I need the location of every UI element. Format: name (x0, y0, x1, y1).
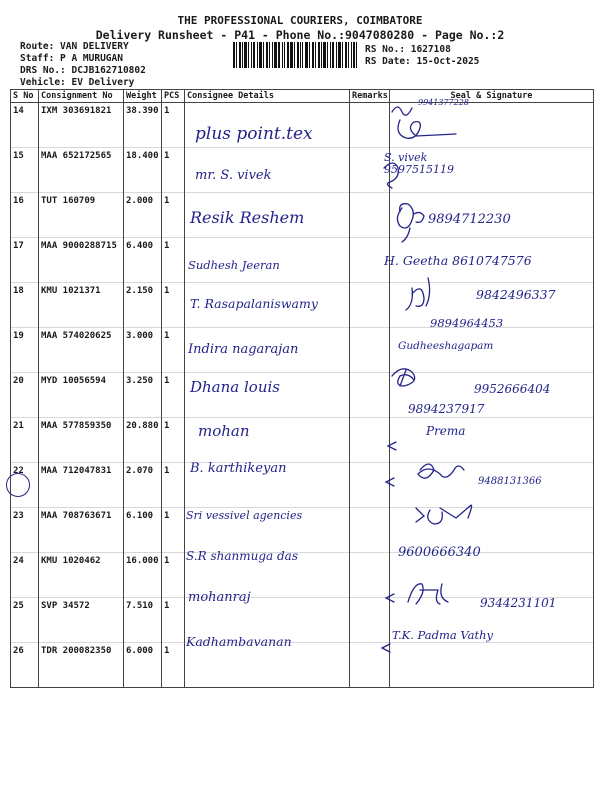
row-sno: 26 (11, 643, 39, 688)
row-consignment: MAA 652172565 (39, 148, 124, 193)
handwritten-phone: 9952666404 (474, 382, 551, 396)
row-sno: 17 (11, 238, 39, 283)
row-weight: 20.880 (124, 418, 162, 463)
row-consignment: KMU 1021371 (39, 283, 124, 328)
row-pcs: 1 (162, 238, 185, 283)
handwritten-phone: 9600666340 (398, 545, 481, 560)
rs-date: RS Date: 15-Oct-2025 (365, 56, 480, 67)
row-consignment: MAA 9000288715 (39, 238, 124, 283)
row-pcs: 1 (162, 373, 185, 418)
signature-26 (382, 644, 390, 652)
handwritten-consignee: mr. S. vivek (195, 168, 272, 183)
handwritten-consignee: mohan (198, 422, 250, 440)
row-consignment: MAA 577859350 (39, 418, 124, 463)
signature-14 (392, 107, 456, 138)
handwritten-signature: Prema (426, 424, 466, 438)
col-sno: S No (11, 90, 39, 103)
col-remarks: Remarks (350, 90, 390, 103)
staff-label: Staff: P A MURUGAN (20, 53, 123, 64)
row-pcs: 1 (162, 598, 185, 643)
signature-25 (386, 584, 448, 604)
col-seal: Seal & Signature (390, 90, 594, 103)
handwritten-consignee: Sri vessivel agencies (186, 509, 303, 522)
handwritten-phone: 9894712230 (428, 212, 511, 227)
row-consignment: TUT 160709 (39, 193, 124, 238)
signature-21 (388, 442, 396, 450)
meta-right (365, 44, 479, 68)
signature-23 (416, 505, 472, 524)
row-pcs: 1 (162, 193, 185, 238)
handwritten-consignee: Resik Reshem (190, 208, 305, 227)
row-pcs: 1 (162, 328, 185, 373)
row-consignment: MAA 712047831 (39, 463, 124, 508)
row-sno: 24 (11, 553, 39, 598)
circle-mark-annotation (6, 473, 30, 497)
row-consignment: IXM 303691821 (39, 103, 124, 148)
row-weight: 18.400 (124, 148, 162, 193)
handwritten-consignee: T. Rasapalaniswamy (190, 296, 318, 311)
row-pcs: 1 (162, 643, 185, 688)
row-pcs: 1 (162, 148, 185, 193)
row-sno: 23 (11, 508, 39, 553)
row-weight: 6.000 (124, 643, 162, 688)
row-weight: 3.250 (124, 373, 162, 418)
signature-scribbles (380, 98, 595, 658)
handwritten-phone: 9344231101 (480, 596, 557, 610)
handwritten-phone: 9842496337 (476, 287, 556, 302)
row-consignment: MYD 10056594 (39, 373, 124, 418)
drs-label: DRS No.: DCJB162710802 (20, 65, 146, 76)
row-pcs: 1 (162, 283, 185, 328)
rs-number: RS No.: 1627108 (365, 44, 451, 55)
row-weight: 2.000 (124, 193, 162, 238)
handwritten-consignee: mohanraj (188, 590, 251, 605)
row-sno: 15 (11, 148, 39, 193)
handwritten-consignee: plus point.tex (195, 124, 313, 144)
meta-left (20, 41, 146, 89)
row-weight: 2.150 (124, 283, 162, 328)
signature-22 (386, 464, 464, 486)
row-pcs: 1 (162, 103, 185, 148)
row-consignment: TDR 200082350 (39, 643, 124, 688)
row-sno: 25 (11, 598, 39, 643)
row-pcs: 1 (162, 508, 185, 553)
barcode-image (233, 42, 357, 68)
row-weight: 6.100 (124, 508, 162, 553)
handwritten-signature: T.K. Padma Vathy (392, 628, 494, 642)
row-sno: 19 (11, 328, 39, 373)
col-weight: Weight (124, 90, 162, 103)
handwritten-consignee: B. karthikeyan (190, 461, 287, 476)
handwritten-consignee: Dhana louis (190, 378, 280, 396)
handwritten-phone: 9941377228 (418, 98, 469, 107)
vehicle-label: Vehicle: EV Delivery (20, 77, 135, 88)
col-consignment: Consignment No (39, 90, 124, 103)
row-weight: 3.000 (124, 328, 162, 373)
row-pcs: 1 (162, 553, 185, 598)
runsheet-subtitle: Delivery Runsheet - P41 - Phone No.:9047080280 - Page No.:2 (95, 28, 505, 42)
handwritten-phone: H. Geetha 8610747576 (384, 253, 532, 268)
row-consignment: MAA 574020625 (39, 328, 124, 373)
row-pcs: 1 (162, 418, 185, 463)
company-title: THE PROFESSIONAL COURIERS, COIMBATORE (177, 14, 423, 27)
handwritten-signature: Gudheeshagapam (398, 340, 494, 352)
row-consignment: MAA 708763671 (39, 508, 124, 553)
col-consignee: Consignee Details (185, 90, 350, 103)
handwritten-phone: 9894237917 (408, 402, 485, 416)
row-consignment: SVP 34572 (39, 598, 124, 643)
handwritten-consignee: Kadhambavanan (186, 634, 292, 649)
handwritten-phone: 9894964453 (430, 316, 504, 330)
row-weight: 16.000 (124, 553, 162, 598)
row-weight: 6.400 (124, 238, 162, 283)
col-pcs: PCS (162, 90, 185, 103)
handwritten-phone: S. vivek 9597515119 (384, 151, 454, 176)
handwritten-consignee: Indira nagarajan (188, 342, 299, 357)
row-sno: 22 (11, 463, 39, 508)
signature-18 (406, 278, 430, 310)
row-consignment: KMU 1020462 (39, 553, 124, 598)
row-sno: 14 (11, 103, 39, 148)
row-weight: 7.510 (124, 598, 162, 643)
row-sno: 20 (11, 373, 39, 418)
row-pcs: 1 (162, 463, 185, 508)
row-weight: 2.070 (124, 463, 162, 508)
row-sno: 18 (11, 283, 39, 328)
handwritten-consignee: Sudhesh Jeeran (188, 258, 280, 272)
signature-16 (397, 204, 424, 242)
row-sno: 16 (11, 193, 39, 238)
row-weight: 38.390 (124, 103, 162, 148)
handwritten-consignee: S.R shanmuga das (186, 549, 298, 563)
signature-20 (392, 369, 415, 386)
handwritten-phone: 9488131366 (478, 476, 542, 487)
route-label: Route: VAN DELIVERY (20, 41, 129, 52)
row-sno: 21 (11, 418, 39, 463)
